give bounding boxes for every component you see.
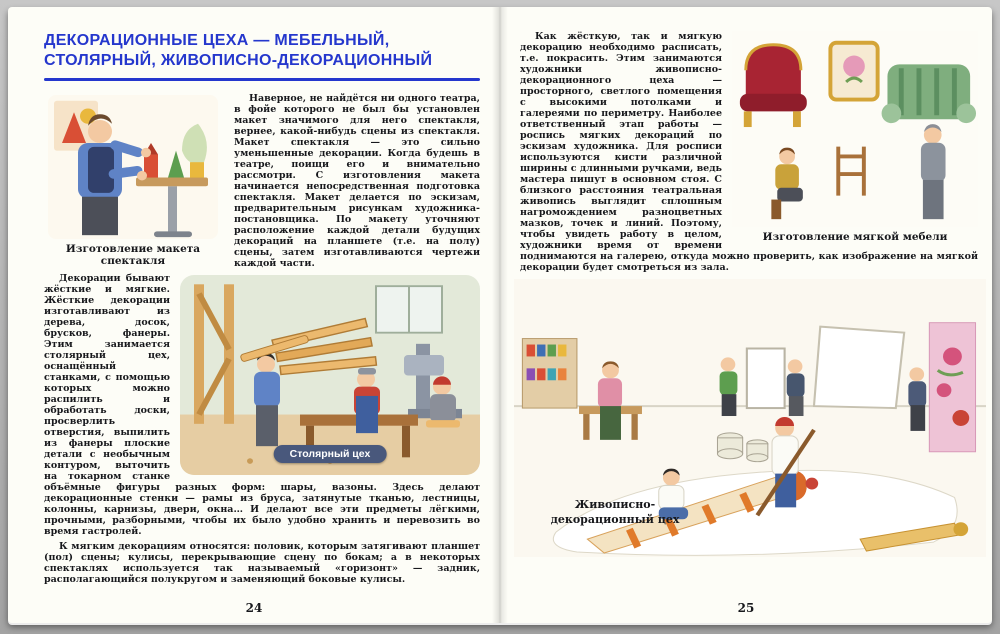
carpentry-figure: [180, 275, 480, 475]
right-page-body: [520, 31, 978, 557]
painting-paragraph: Как жёсткую, так и мягкую декорацию необходимо расписать, т.е. покрасить. Этим занимаются художники живописно-декорационного цеха — просторного, светлого помещения с высокими потолками и галереями по периметру. Наиболее ответственный этап работы — роспись мягких декораций по эскизам художника. Для росписи используются кисти различной ширины с длинными ручками, ведь мастера пишут в основном стоя. С близкого расстояния театральная живопись выглядит сплошным нагромождением разноцветных мазков, точек и линий. Поэтому, чтобы увидеть работу в целом, художники время от времени поднимаются на галерею, откуда можно проверить, как изображение на мягкой декорации будет смотреться из зала.: [520, 31, 978, 273]
intro-paragraph: Наверное, не найдётся ни одного театра, в фойе которого не был бы установлен макет значимого для него спектакля, вернее, какой-нибудь сцены из спектакля. Макет спектакля — это сильно уменьшенные декорации. Когда будешь в театре, поищи его и внимательно рассмотри. С изготовления макета начинается непосредственная подготовка спектакля. Макет делается по эскизам, предварительным рисункам художника-постановщика. По макету уточняют расположение каждой детали будущих декораций на планшете (т.е. на полу) сцены, затем изготавливаются чертежи каждой части.: [234, 92, 480, 269]
page-number-right: 25: [737, 601, 755, 615]
page-number-left: 24: [245, 601, 263, 615]
furniture-figure: [732, 31, 978, 244]
soft-decor-paragraph: К мягким декорациям относятся: половик, которым затягивают планшет (пол) сцены; кулисы, перекрывающие сцену по бокам; а в некоторых спектаклях используется так называемый «горизонт» — задник, располагающийся полукругом и заменяющий боковые кулисы.: [44, 540, 480, 585]
page-title: [44, 31, 480, 71]
painting-workshop-caption: [540, 498, 690, 527]
title-underline: [44, 78, 480, 81]
model-making-figure: [44, 95, 222, 269]
book-spread: [8, 7, 992, 623]
page-right: [500, 7, 992, 623]
carpentry-badge: Столярный цех: [274, 445, 387, 463]
model-making-illustration: [48, 95, 218, 239]
page-title-line2: СТОЛЯРНЫЙ, ЖИВОПИСНО-ДЕКОРАЦИОННЫЙ: [44, 51, 433, 69]
left-page-body: [44, 93, 480, 585]
page-left: [8, 7, 500, 623]
furniture-caption: Изготовление мягкой мебели: [762, 231, 948, 243]
decor-paragraph: Декорации бывают жёсткие и мягкие. Жёсткие декорации изготавливают из дерева, досок, брусков, фанеры. Этим занимается столярный цех, оснащённый станками, с помощью которых можно распилить и обработать доски, просверлить отверстия, выпилить из фанеры плоские детали с необычным контуром, выточить на токарном станке объёмные фигуры разных форм: шары, вазоны. Здесь делают декорационные стенки — рамы из бруса, затянутые тканью, лестницы, колонны, карнизы, двери, окна… И делают все эти предметы лёгкими, прочными, разборными, чтобы их было удобно хранить и перевозить во время гастролей.: [44, 272, 480, 537]
furniture-making-illustration: [732, 31, 978, 227]
painting-workshop-caption-line1: Живописно-: [574, 498, 656, 512]
model-making-caption: Изготовление макета спектакля: [65, 242, 201, 268]
painting-workshop-figure: [514, 279, 986, 557]
page-title-line1: ДЕКОРАЦИОННЫЕ ЦЕХА — МЕБЕЛЬНЫЙ,: [44, 32, 390, 49]
painting-workshop-caption-line2: декорационный цех: [550, 512, 680, 526]
